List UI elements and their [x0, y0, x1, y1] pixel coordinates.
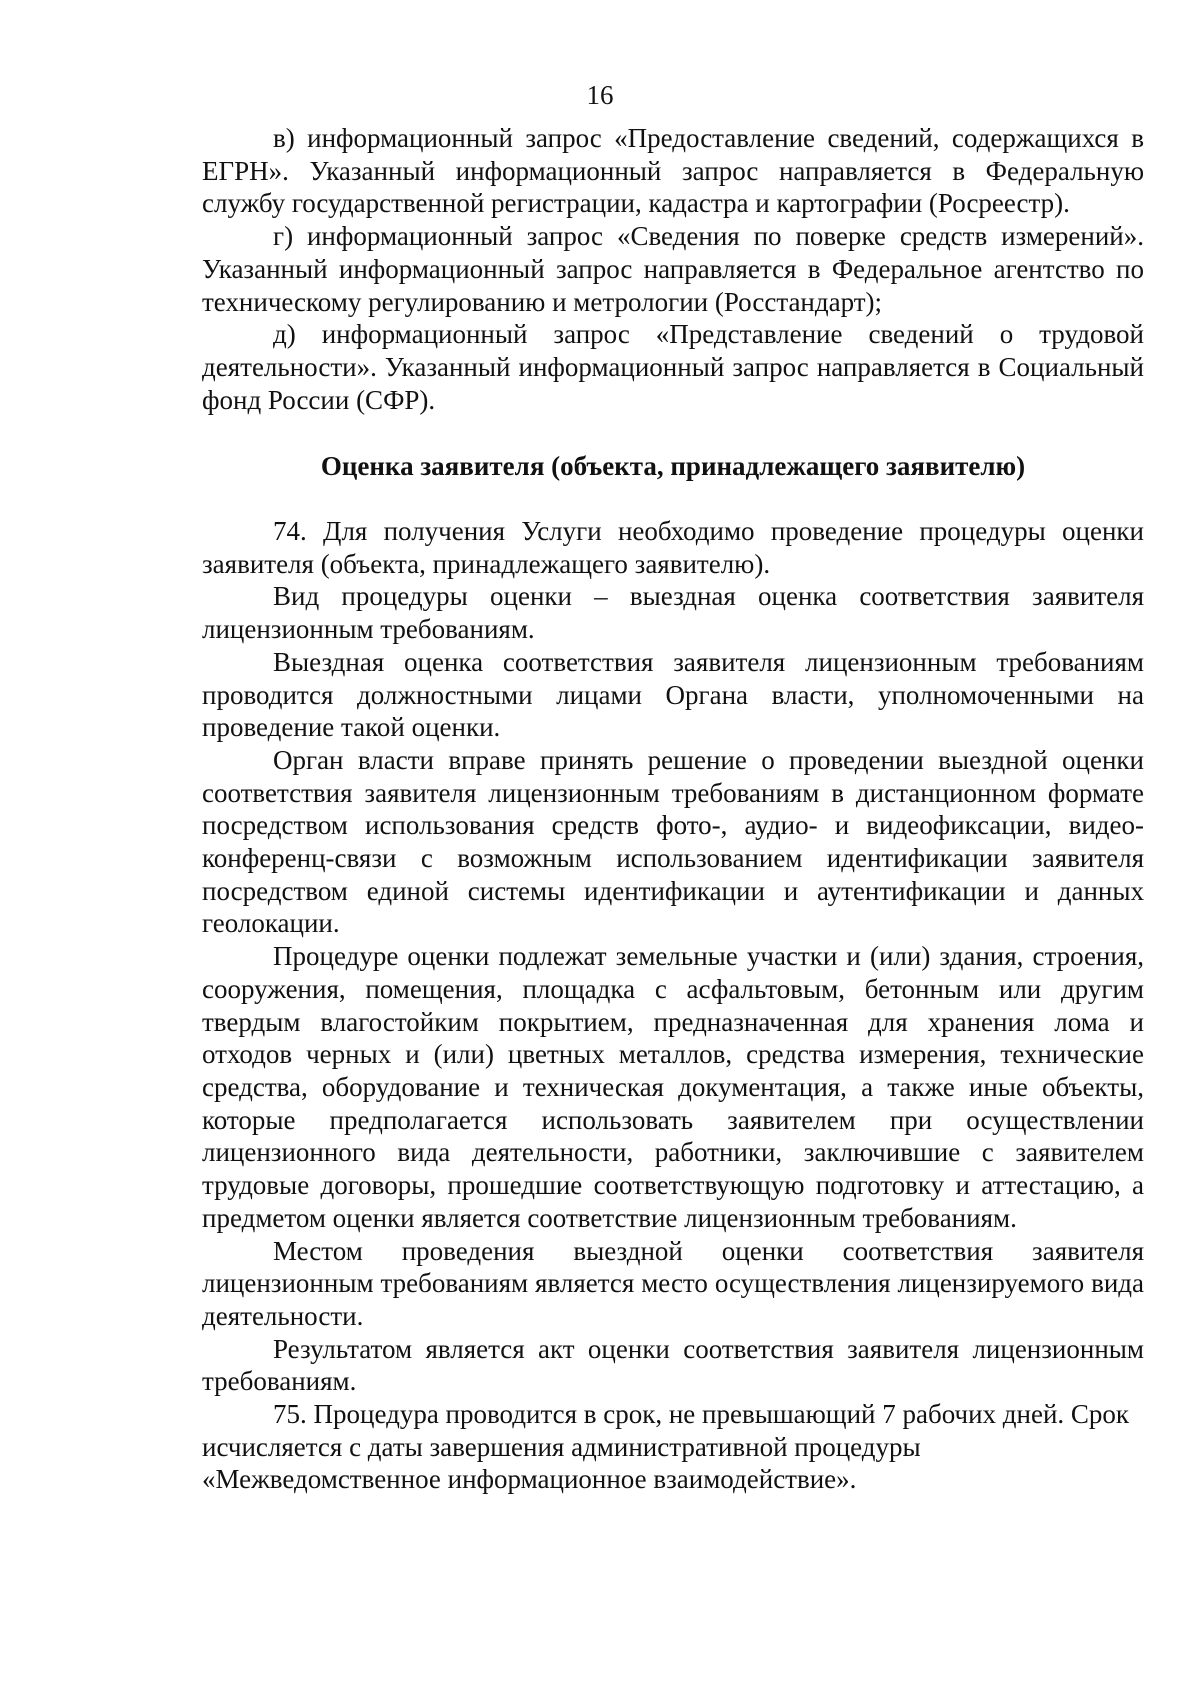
paragraph-info-request-g: г) информационный запрос «Сведения по поверке средств измерений». Указанный информационный запрос направляется в Федеральное агентство по техническому регулированию и метрологии (Росстандарт); [202, 221, 1144, 317]
page-number: 16 [586, 80, 614, 110]
paragraph-assessment-place: Местом проведения выездной оценки соответствия заявителя лицензионным требованиям является место осуществления лицензируемого вида деятельности. [202, 1235, 1144, 1331]
paragraph-procedure-type: Вид процедуры оценки – выездная оценка соответствия заявителя лицензионным требованиям. [202, 581, 1144, 645]
section-heading: Оценка заявителя (объекта, принадлежащего заявителю) [320, 451, 1026, 482]
paragraph-onsite-assessment: Выездная оценка соответствия заявителя лицензионным требованиям проводится должностными лицами Органа власти, уполномоченными на проведение такой оценки. [202, 646, 1144, 743]
paragraph-75: 75. Процедура проводится в срок, не превышающий 7 рабочих дней. Срок исчисляется с даты завершения административной процедуры «Межведомственное информационное взаимодействие». [202, 1399, 1130, 1495]
paragraph-74: 74. Для получения Услуги необходимо проведение процедуры оценки заявителя (объекта, принадлежащего заявителю). [202, 516, 1144, 579]
paragraph-remote-format: Орган власти вправе принять решение о проведении выездной оценки соответствия заявителя лицензионным требованиям в дистанционном формате посредством использования средств фото-, аудио- и видеофиксации, видео-конференц-связи с возможным использованием идентификации заявителя посредством единой системы идентификации и аутентификации и данных геолокации. [202, 744, 1144, 939]
paragraph-info-request-v: в) информационный запрос «Предоставление сведений, содержащихся в ЕГРН». Указанный информационный запрос направляется в Федеральную службу государственной регистрации, кадастра и картографии (Росреестр). [202, 123, 1144, 219]
paragraph-result: Результатом является акт оценки соответствия заявителя лицензионным требованиям. [202, 1333, 1144, 1397]
document-body [202, 122, 1144, 1496]
paragraph-info-request-d: д) информационный запрос «Представление сведений о трудовой деятельности». Указанный информационный запрос направляется в Социальный фонд России (СФР). [202, 319, 1144, 415]
paragraph-assessment-objects: Процедуре оценки подлежат земельные участки и (или) здания, строения, сооружения, помещения, площадка с асфальтовым, бетонным или другим твердым влагостойким покрытием, предназначенная для хранения лома и отходов черных и (или) цветных металлов, средства измерения, технические средства, оборудование и техническая документация, а также иные объекты, которые предполагается использовать заявителем при осуществлении лицензионного вида деятельности, работники, заключившие с заявителем трудовые договоры, прошедшие соответствующую подготовку и аттестацию, а предметом оценки является соответствие лицензионным требованиям. [202, 941, 1144, 1233]
